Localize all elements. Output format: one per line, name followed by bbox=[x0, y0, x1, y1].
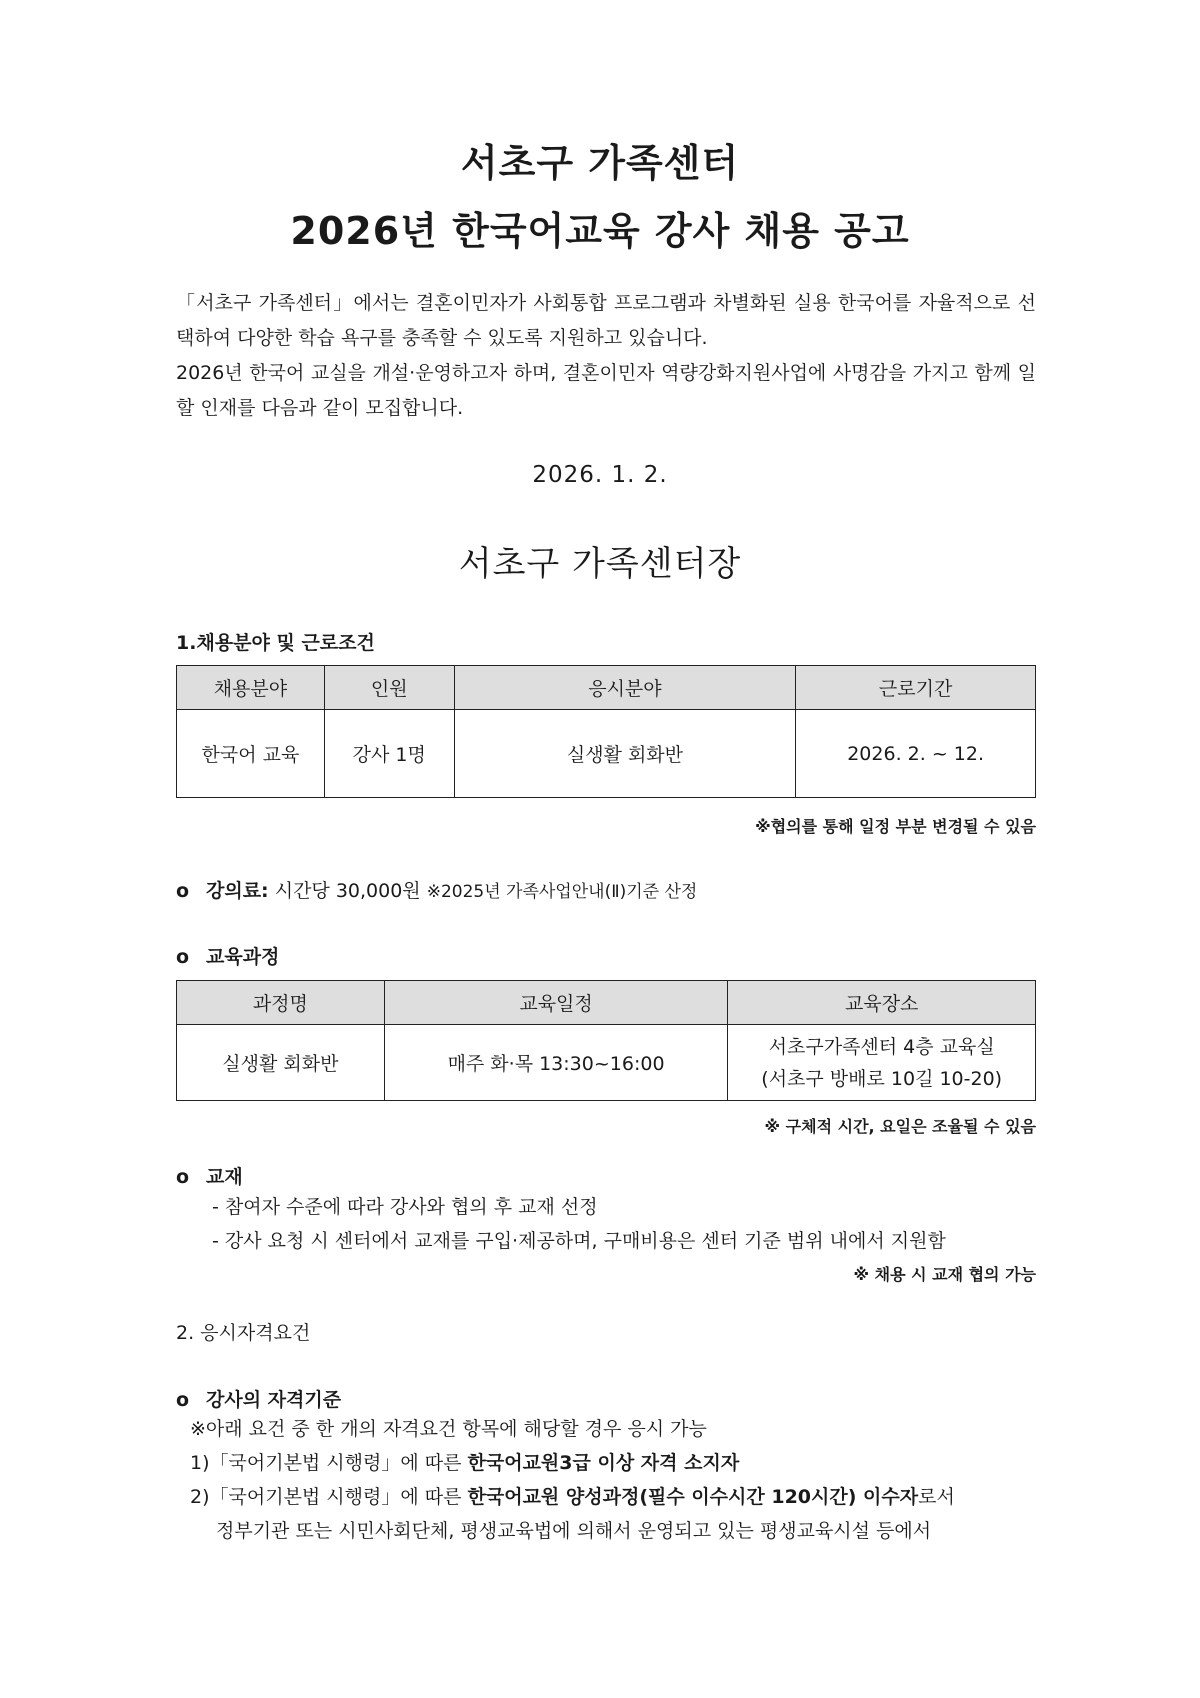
bullet-mark: o bbox=[176, 1389, 190, 1411]
cell-applied-field: 실생활 회화반 bbox=[454, 710, 796, 798]
course-note: ※ 구체적 시간, 요일은 조율될 수 있음 bbox=[764, 1117, 1036, 1136]
header-course-name: 과정명 bbox=[177, 981, 385, 1025]
notice-title-line2: 2026년 한국어교육 강사 채용 공고 bbox=[290, 209, 910, 253]
header-headcount: 인원 bbox=[324, 666, 454, 710]
bullet-mark: o bbox=[176, 880, 190, 902]
criteria-item-1-prefix: 1)「국어기본법 시행령」에 따른 bbox=[190, 1452, 468, 1474]
criteria-item-1-bold: 한국어교원3급 이상 자격 소지자 bbox=[467, 1452, 740, 1474]
fee-note: ※2025년 가족사업안내(Ⅱ)기준 산정 bbox=[426, 882, 698, 902]
criteria-intro: ※아래 요건 중 한 개의 자격요건 항목에 해당할 경우 응시 가능 bbox=[190, 1418, 707, 1440]
criteria-item-2-bold: 한국어교원 양성과정(필수 이수시간 120시간) 이수자 bbox=[467, 1486, 919, 1508]
criteria-item-1 bbox=[190, 1446, 1036, 1480]
employment-table bbox=[176, 665, 1036, 798]
cell-course-name: 실생활 회화반 bbox=[177, 1025, 385, 1101]
place-line1: 서초구가족센터 4층 교육실 bbox=[768, 1035, 995, 1058]
criteria-item-2-prefix: 2)「국어기본법 시행령」에 따른 bbox=[190, 1486, 468, 1508]
employment-note: ※협의를 통해 일정 부분 변경될 수 있음 bbox=[755, 817, 1036, 836]
header-applied-field: 응시분야 bbox=[454, 666, 796, 710]
textbook-note: ※ 채용 시 교재 협의 가능 bbox=[853, 1265, 1036, 1284]
cell-period: 2026. 2. ~ 12. bbox=[796, 710, 1036, 798]
cell-field: 한국어 교육 bbox=[177, 710, 325, 798]
course-heading bbox=[176, 942, 279, 969]
notice-date: 2026. 1. 2. bbox=[532, 462, 668, 488]
textbook-heading bbox=[176, 1162, 243, 1189]
criteria-item-2-continued: 정부기관 또는 시민사회단체, 평생교육법에 의해서 운영되고 있는 평생교육시설 등에서 bbox=[216, 1520, 932, 1542]
textbook-list bbox=[212, 1190, 946, 1258]
employment-table-header bbox=[177, 666, 1036, 710]
fee-line bbox=[176, 876, 697, 903]
header-place: 교육장소 bbox=[728, 981, 1036, 1025]
course-label: 교육과정 bbox=[206, 946, 280, 968]
bullet-mark: o bbox=[176, 1166, 190, 1188]
bullet-mark: o bbox=[176, 946, 190, 968]
criteria-list bbox=[190, 1412, 1036, 1548]
course-table bbox=[176, 980, 1036, 1101]
table-row bbox=[177, 1025, 1036, 1101]
list-item: - 강사 요청 시 센터에서 교재를 구입·제공하며, 구매비용은 센터 기준 범위 내에서 지원함 bbox=[212, 1230, 946, 1252]
fee-value: 시간당 30,000원 bbox=[274, 880, 421, 902]
criteria-item-2-suffix: 로서 bbox=[918, 1486, 955, 1508]
cell-schedule: 매주 화·목 13:30~16:00 bbox=[384, 1025, 728, 1101]
intro-paragraph bbox=[176, 286, 1036, 426]
notice-title-line1: 서초구 가족센터 bbox=[460, 141, 740, 185]
header-schedule: 교육일정 bbox=[384, 981, 728, 1025]
intro-text-2: 2026년 한국어 교실을 개설·운영하고자 하며, 결혼이민자 역량강화지원사업에 사명감을 가지고 함께 일할 인재를 다음과 같이 모집합니다. bbox=[176, 362, 1036, 419]
criteria-item-2 bbox=[190, 1480, 1036, 1514]
header-period: 근로기간 bbox=[796, 666, 1036, 710]
header-field: 채용분야 bbox=[177, 666, 325, 710]
signature: 서초구 가족센터장 bbox=[458, 544, 742, 584]
criteria-heading bbox=[176, 1385, 341, 1412]
list-item: - 참여자 수준에 따라 강사와 협의 후 교재 선정 bbox=[212, 1196, 598, 1218]
intro-text-1: 「서초구 가족센터」에서는 결혼이민자가 사회통합 프로그램과 차별화된 실용 한국어를 자율적으로 선택하여 다양한 학습 욕구를 충족할 수 있도록 지원하고 있습니다. bbox=[176, 292, 1036, 349]
cell-place bbox=[728, 1025, 1036, 1101]
course-table-header bbox=[177, 981, 1036, 1025]
section2-heading: 2. 응시자격요건 bbox=[176, 1322, 311, 1344]
fee-label: 강의료: bbox=[206, 880, 269, 902]
place-line2: (서초구 방배로 10길 10-20) bbox=[761, 1067, 1003, 1090]
cell-headcount: 강사 1명 bbox=[324, 710, 454, 798]
criteria-label: 강사의 자격기준 bbox=[206, 1389, 342, 1411]
table-row bbox=[177, 710, 1036, 798]
textbook-label: 교재 bbox=[206, 1166, 243, 1188]
section1-heading: 1.채용분야 및 근로조건 bbox=[176, 632, 375, 654]
